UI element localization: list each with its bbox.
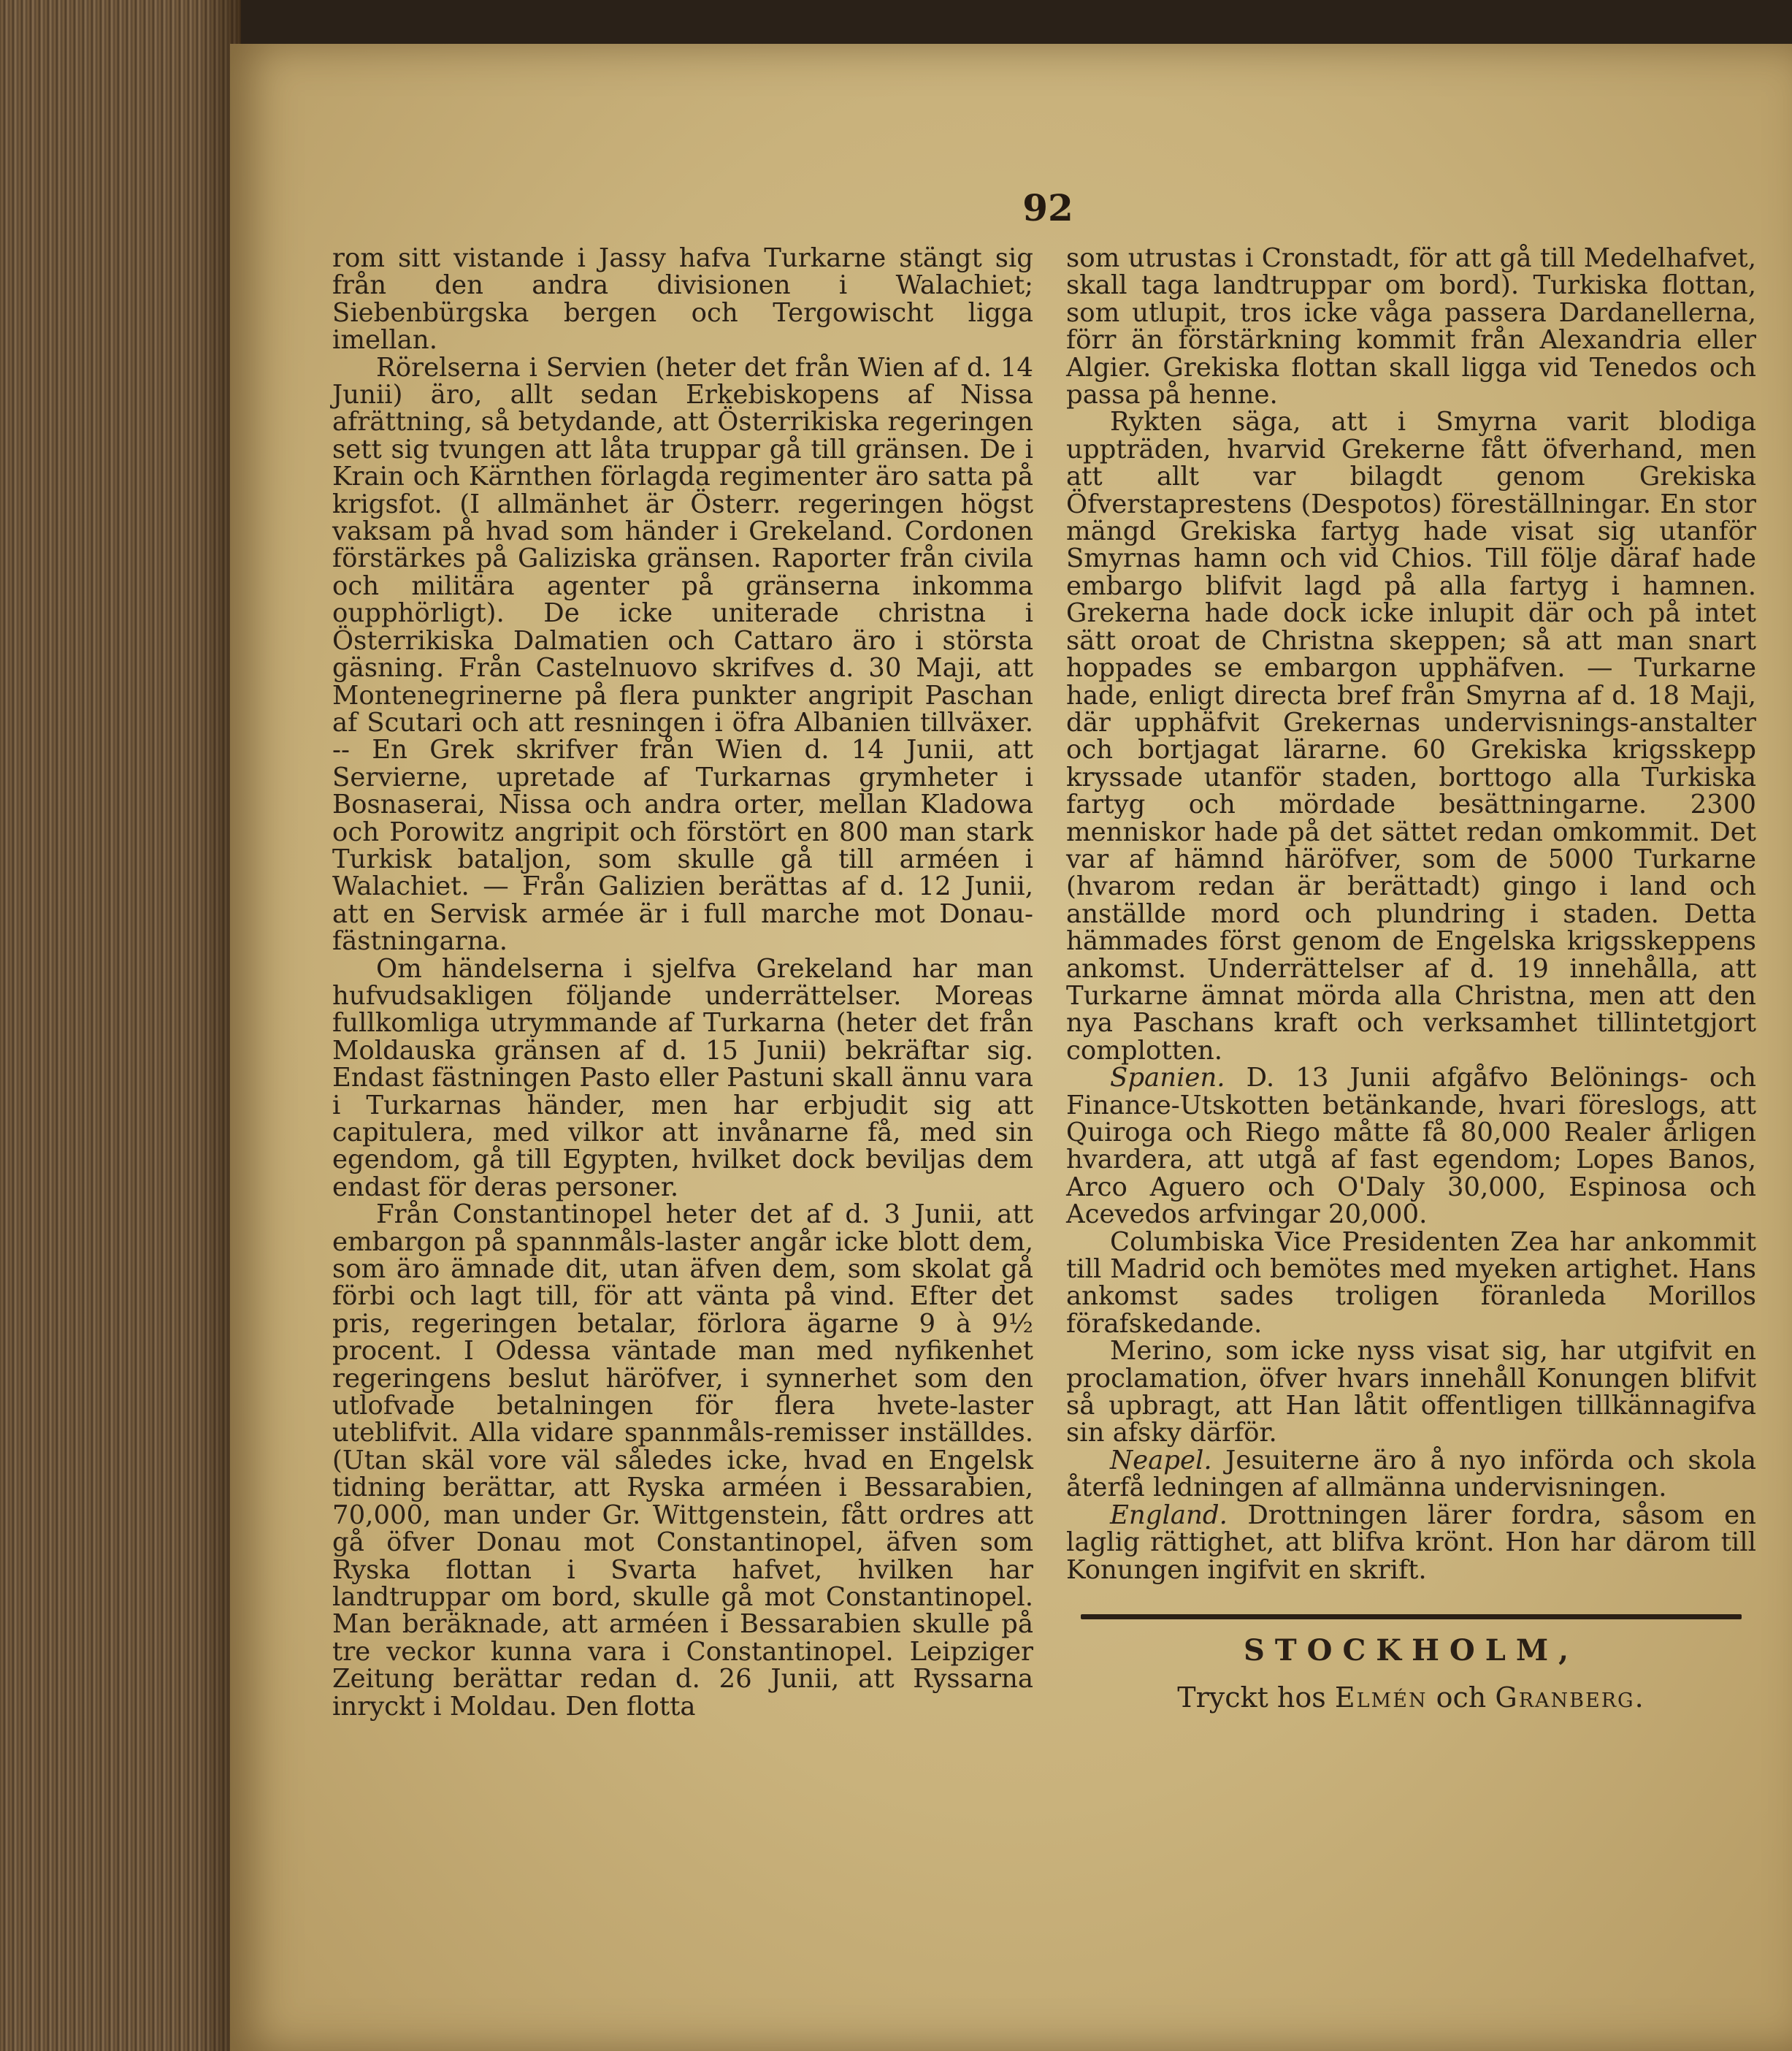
paragraph-text: som utrustas i Cronstadt, för att gå till Medelhafvet, skall taga landtruppar om bord). Turkiska flottan, som utlupit, tros icke våga passera Dardanellerna, förr än förstärkning kommit från Alexandria eller Algier. Grekiska flottan skall ligga vid Tenedos och passa på henne.: [1066, 243, 1756, 410]
article-paragraph: [1066, 1337, 1756, 1447]
right-text-column: [1066, 245, 1756, 1712]
article-paragraph: [1066, 1447, 1756, 1502]
right-column-articles: [1066, 245, 1756, 1584]
article-paragraph: [332, 955, 1033, 1202]
paragraph-text: Drottningen lärer fordra, såsom en laglig rättighet, att blifva krönt. Hon har därom till Konungen ingifvit en skrift.: [1066, 1500, 1756, 1585]
place-heading: England.: [1110, 1500, 1228, 1530]
paragraph-text: Jesuiterne äro å nyo införda och skola återfå ledningen af allmänna undervisningen.: [1066, 1445, 1756, 1503]
paragraph-text: Rykten säga, att i Smyrna varit blodiga uppträden, hvarvid Grekerne fått öfverhand, men att allt var bilagdt genom Grekiska Öfverstaprestens (Despotos) föreställningar. En stor mängd Grekiska fartyg hade visat sig utanför Smyrnas hamn och vid Chios. Till följe däraf hade embargo blifvit lagd på alla fartyg i hamnen. Grekerna hade dock icke inlupit där och på intet sätt oroat de Christna skeppen; så att man snart hoppades se embargon upphäfven. — Turkarne hade, enligt directa bref från Smyrna af d. 18 Maji, där upphäfvit Grekernas undervisnings-anstalter och bortjagat lärarne. 60 Grekiska krigsskepp kryssade utanför staden, borttogo alla Turkiska fartyg och mördade besättningarne. 2300 menniskor hade på det sättet redan omkommit. Det var af hämnd häröfver, som de 5000 Turkarne (hvarom redan är berättadt) gingo i land och anställde mord och plundring i staden. Detta hämmades först genom de Engelska krigsskeppens ankomst. Underrättelser af d. 19 innehålla, att Turkarne ämnat mörda alla Christna, men att den nya Paschans kraft och verksamhet tillintetgjort complotten.: [1066, 407, 1756, 1066]
article-paragraph: [1066, 1226, 1756, 1339]
imprint-printer-2: Granberg.: [1495, 1681, 1645, 1714]
continued-paragraph: [332, 245, 1033, 354]
paragraph-text: Columbiska Vice Presidenten Zea har ankommit till Madrid och bemötes med myeken artighet. Hans ankomst sades troligen föranleda Morillos förafskedande.: [1066, 1226, 1756, 1339]
paragraph-text: rom sitt vistande i Jassy hafva Turkarne stängt sig från den andra divisionen i Walachiet; Siebenbürgska bergen och Tergowischt ligga imellan.: [332, 243, 1033, 356]
place-heading: Neapel.: [1110, 1445, 1212, 1475]
article-paragraph: [332, 354, 1033, 955]
page-number: 92: [1022, 186, 1073, 229]
place-heading: Spanien.: [1110, 1063, 1225, 1093]
imprint-conjunction: och: [1436, 1681, 1487, 1714]
book-page-edges: [0, 0, 241, 2051]
paragraph-text: Från Constantinopel heter det af d. 3 Junii, att embargon på spannmåls-laster angår icke blott dem, som äro ämnade dit, utan äfven dem, som skolat gå förbi och lagt till, för att vänta på vind. Efter det pris, regeringen betalar, förlora ägarne 9 à 9½ procent. I Odessa väntade man med nyfikenhet regeringens beslut häröfver, i synnerhet som den utlofvade betalningen för flera hvete-laster uteblifvit. Alla vidare spannmåls-remisser inställdes. (Utan skäl vore väl således icke, hvad en Engelsk tidning berättar, att Ryska arméen i Bessarabien, 70,000, man under Gr. Wittgenstein, fått ordres att gå öfver Donau mot Constantinopel, äfven som Ryska flottan i Svarta hafvet, hvilken har landtruppar om bord, skulle gå mot Constantinopel. Man beräknade, att arméen i Bessarabien skulle på tre veckor kunna vara i Constantinopel. Leipziger Zeitung berättar redan d. 26 Junii, att Ryssarna inryckt i Moldau. Den flotta: [332, 1199, 1033, 1722]
imprint-city: STOCKHOLM,: [1243, 1632, 1580, 1668]
article-paragraph: [1066, 1064, 1756, 1228]
imprint-printer-line: [1066, 1681, 1756, 1714]
paragraph-text: Om händelserna i sjelfva Grekeland har man hufvudsakligen följande underrättelser. Moreas fullkomliga utrymmande af Turkarna (heter det från Moldauska gränsen af d. 15 Junii) bekräftar sig. Endast fästningen Pasto eller Pastuni skall ännu vara i Turkarnas händer, men har erbjudit sig att capitulera, med vilkor att invånarne få, med sin egendom, gå till Egypten, hvilket dock beviljas dem endast för deras personer.: [332, 953, 1033, 1202]
paragraph-text: Rörelserna i Servien (heter det från Wien af d. 14 Junii) äro, allt sedan Erkebiskopens af Nissa afrättning, så betydande, att Österrikiska regeringen sett sig tvungen att låta truppar gå till gränsen. De i Krain och Kärnthen förlagda regimenter äro satta på krigsfot. (I allmänhet är Österr. regeringen högst vaksam på hvad som händer i Grekeland. Cordonen förstärkes på Galiziska gränsen. Raporter från civila och militära agenter på gränserna inkomma oupphörligt). De icke uniterade christna i Österrikiska Dalmatien och Cattaro äro i största gäsning. Från Castelnuovo skrifves d. 30 Maji, att Montenegrinerne på flera punkter angripit Paschan af Scutari och att resningen i öfra Albanien tillväxer. -- En Grek skrifver från Wien d. 14 Junii, att Servierne, upretade af Turkarnas grymheter i Bosnaserai, Nissa och andra orter, mellan Kladowa och Porowitz angripit och förstört en 800 man stark Turkisk bataljon, som skulle gå till arméen i Walachiet. — Från Galizien berättas af d. 12 Junii, att en Servisk armée är i full marche mot Donau-fästningarna.: [332, 352, 1033, 957]
imprint-printed-by: Tryckt hos: [1177, 1681, 1326, 1714]
paragraph-text: D. 13 Junii afgåfvo Belönings- och Finance-Utskotten betänkande, hvari föreslogs, att Quiroga och Riego måtte få 80,000 Realer årligen hvardera, att utgå af fast egendom; Lopes Banos, Arco Aguero och O'Daly 30,000, Espinosa och Acevedos arfvingar 20,000.: [1066, 1063, 1756, 1230]
article-paragraph: [1066, 1502, 1756, 1584]
left-text-column: [332, 245, 1033, 1720]
separator-rule: [1081, 1614, 1742, 1619]
article-paragraph: [1066, 408, 1756, 1064]
paragraph-text: Merino, som icke nyss visat sig, har utgifvit en proclamation, öfver hvars innehåll Konungen blifvit så upbragt, att Han låtit offentligen tillkännagifva sin afsky därför.: [1066, 1336, 1756, 1448]
article-paragraph: [332, 1201, 1033, 1720]
continued-paragraph: [1066, 245, 1756, 408]
imprint-printer-1: Elmén: [1334, 1681, 1428, 1714]
